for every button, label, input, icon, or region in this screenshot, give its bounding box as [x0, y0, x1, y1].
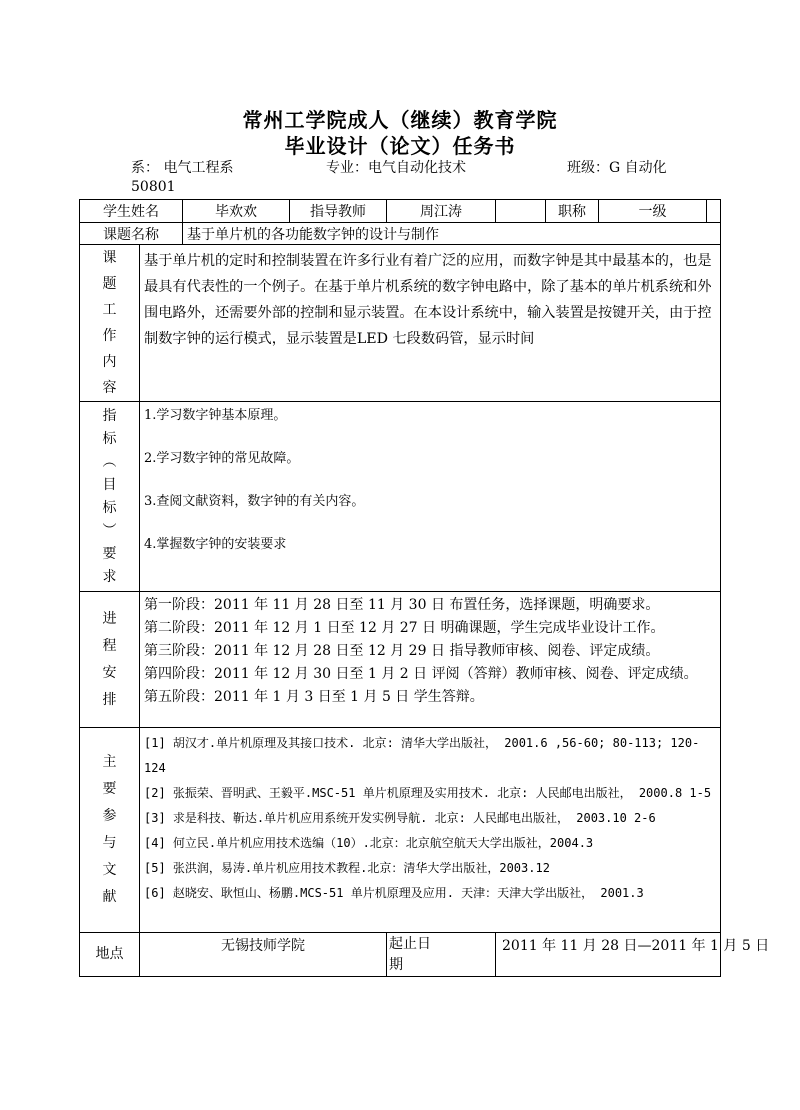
location-value: 无锡技师学院: [140, 933, 387, 977]
topic-label: 课题名称: [80, 223, 183, 245]
work-content-label: 课 题 工 作 内 容: [80, 245, 140, 402]
reference-item: [2] 张振荣、晋明武、王毅平.MSC-51 单片机原理及实用技术. 北京: 人民邮电出版社， 2000.8 1-5: [144, 786, 712, 800]
advisor-name-value: 周江涛: [387, 200, 496, 223]
period-value: 2011 年 11 月 28 日—2011 年 1 月 5 日: [496, 933, 721, 977]
job-title-label: 职称: [546, 200, 599, 223]
reference-item: [1] 胡汉才.单片机原理及其接口技术. 北京: 清华大学出版社， 2001.6 ,56-60; 80-113; 120-124: [144, 736, 700, 775]
advisor-label: 指导教师: [290, 200, 387, 223]
task-table: [79, 199, 770, 977]
references-label: 主 要 参 与 文 献: [80, 728, 140, 933]
schedule-label: 进 程 安 排: [80, 592, 140, 728]
student-name-label: 学生姓名: [80, 200, 183, 223]
objective-item: 4.掌握数字钟的安装要求: [144, 537, 287, 552]
class-info-continued: 50801: [131, 179, 176, 195]
topic-value: 基于单片机的各功能数字钟的设计与制作: [183, 223, 721, 245]
objectives-list: [140, 402, 721, 592]
period-label-cell: [387, 933, 496, 977]
period-label: 起止日期: [389, 935, 431, 973]
reference-item: [5] 张洪润，易涛.单片机应用技术教程.北京：清华大学出版社，2003.12: [144, 861, 550, 875]
schedule-item: 第五阶段：2011 年 1 月 3 日至 1 月 5 日 学生答辩。: [144, 689, 484, 705]
schedule-item: 第三阶段：2011 年 12 月 28 日至 12 月 29 日 指导教师审核、阅卷、评定成绩。: [144, 643, 660, 659]
job-title-value: 一级: [599, 200, 707, 223]
student-name-value: 毕欢欢: [183, 200, 290, 223]
schedule-row: [80, 592, 721, 728]
objectives-label: 指 标 ︵ 目 标 ︶ 要 求: [80, 402, 140, 592]
references-list: [140, 728, 721, 933]
objective-item: 3.查阅文献资料，数字钟的有关内容。: [144, 494, 365, 509]
department-info: 系： 电气工程系: [131, 160, 234, 176]
objective-item: 1.学习数字钟基本原理。: [144, 408, 287, 423]
location-label: 地点: [80, 933, 140, 977]
schedule-item: 第四阶段：2011 年 12 月 30 日至 1 月 2 日 评阅（答辩）教师审核、阅卷、评定成绩。: [144, 666, 698, 682]
schedule-item: 第二阶段：2011 年 12 月 1 日至 12 月 27 日 明确课题，学生完成毕业设计工作。: [144, 620, 665, 636]
blank-cell: [496, 200, 546, 223]
class-info: 班级：G 自动化: [567, 160, 667, 176]
location-row: [80, 933, 721, 977]
references-row: [80, 728, 721, 933]
objective-item: 2.学习数字钟的常见故障。: [144, 451, 300, 466]
objectives-row: [80, 402, 721, 592]
student-row: [80, 200, 721, 223]
document-subtitle: 毕业设计（论文）任务书: [284, 134, 516, 158]
reference-item: [3] 求是科技、靳达.单片机应用系统开发实例导航. 北京: 人民邮电出版社， 2003.10 2-6: [144, 811, 656, 825]
topic-row: [80, 223, 721, 245]
reference-item: [4] 何立民.单片机应用技术选编（10）.北京：北京航空航天大学出版社，2004.3: [144, 836, 594, 850]
blank-cell: [707, 200, 721, 223]
reference-item: [6] 赵晓安、耿恒山、杨鹏.MCS-51 单片机原理及应用. 天津：天津大学出版社， 2001.3: [144, 886, 644, 900]
work-content-text: 基于单片机的定时和控制装置在许多行业有着广泛的应用，而数字钟是其中最基本的，也是最具有代表性的一个例子。在基于单片机系统的数字钟电路中，除了基本的单片机系统和外围电路外，还需要外部的控制和显示装置。在本设计系统中，输入装置是按键开关，由于控制数字钟的运行模式，显示装置是LED 七段数码管，显示时间: [140, 245, 721, 402]
major-info: 专业：电气自动化技术: [326, 160, 466, 176]
work-content-row: [80, 245, 721, 402]
schedule-list: [140, 592, 721, 728]
document-title: 常州工学院成人（继续）教育学院: [242, 108, 558, 132]
schedule-item: 第一阶段：2011 年 11 月 28 日至 11 月 30 日 布置任务，选择课题，明确要求。: [144, 597, 660, 613]
